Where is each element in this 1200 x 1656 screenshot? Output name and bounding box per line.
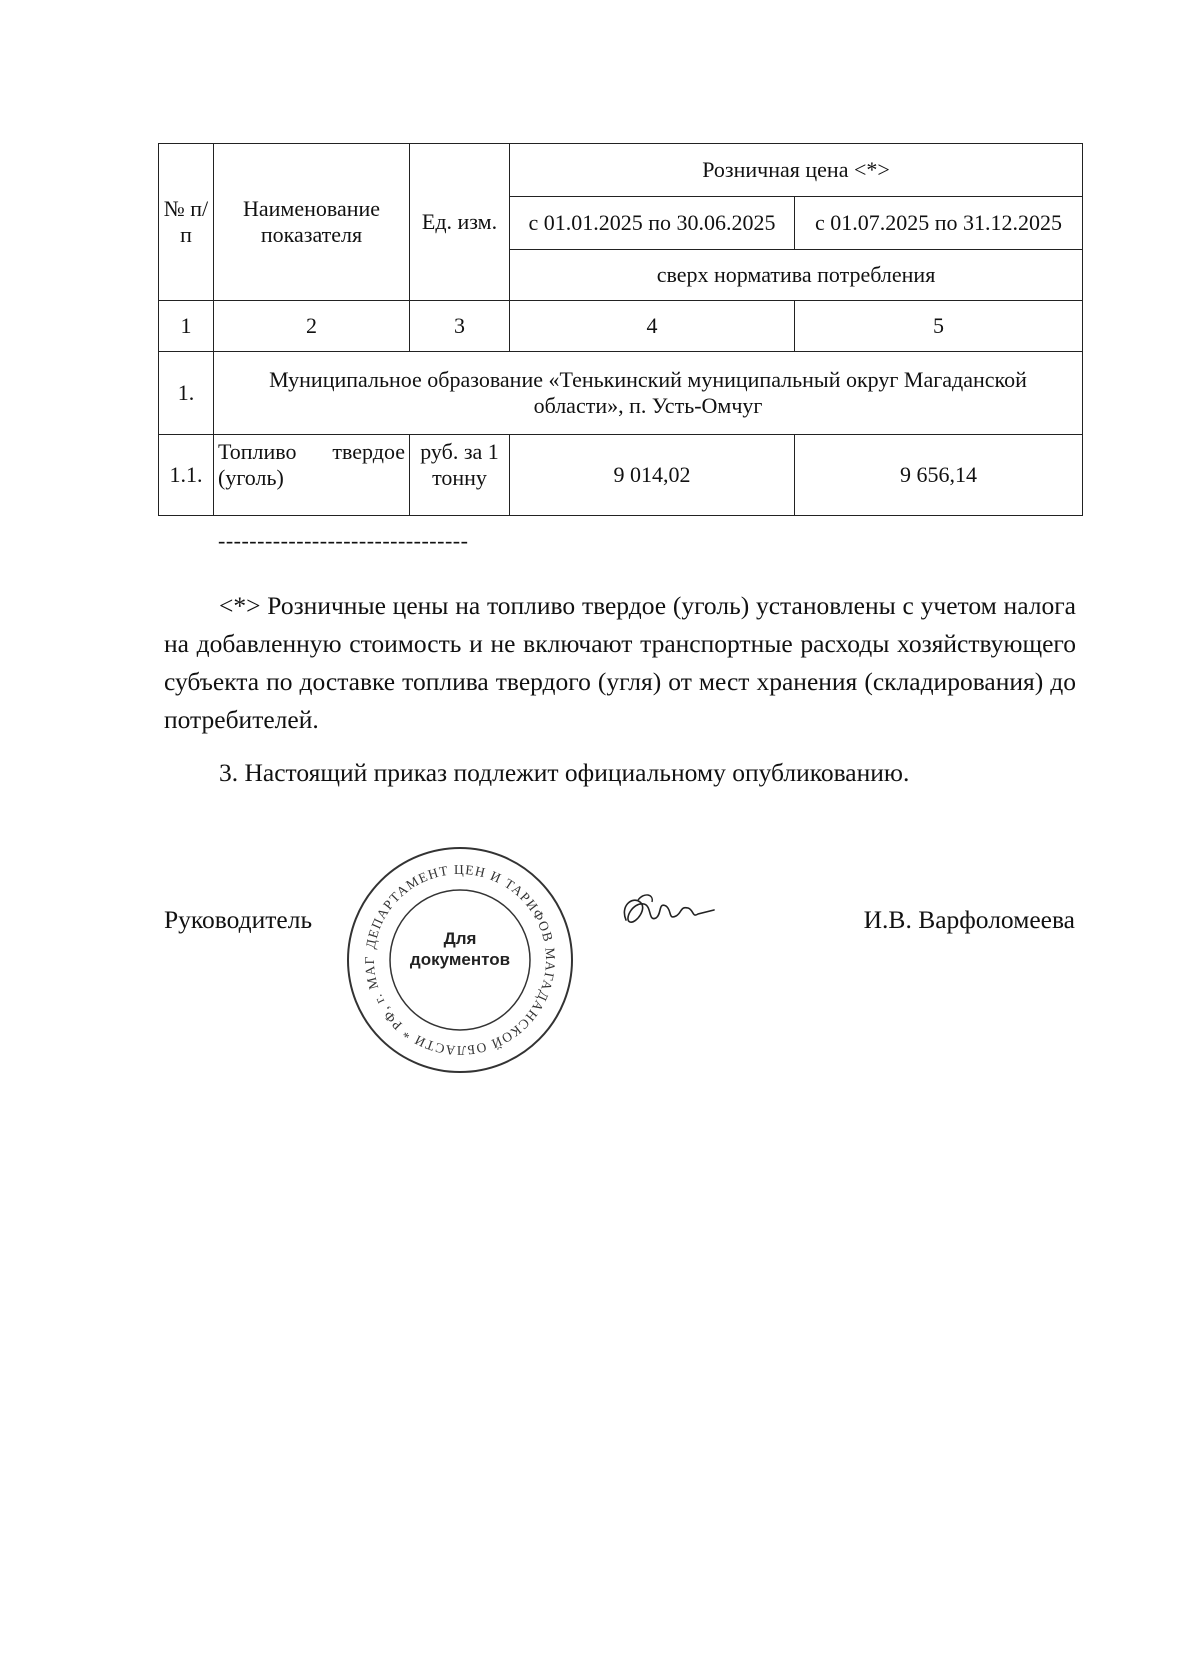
price-cell-period-1: 9 014,02 xyxy=(510,435,795,516)
svg-text:ДЕПАРТАМЕНТ ЦЕН И ТАРИФОВ МАГА: ДЕПАРТАМЕНТ ЦЕН И ТАРИФОВ МАГАДАНСКОЙ ОБЛАСТИ * РФ, г. МАГ xyxy=(361,861,559,1059)
header-over-norm: сверх норматива потребления xyxy=(510,250,1083,301)
handwritten-signature xyxy=(618,888,718,938)
municipality-cell: Муниципальное образование «Тенькинский муниципальный округ Магаданской области», п. Усть-Омчуг xyxy=(214,352,1083,435)
row-num: 1. xyxy=(159,352,214,435)
header-unit: Ед. изм. xyxy=(410,144,510,301)
price-cell-period-2: 9 656,14 xyxy=(795,435,1083,516)
footnote-paragraph: <*> Розничные цены на топливо твердое (уголь) установлены с учетом налога на добавленную стоимость и не включают транспортные расходы хозяйствующего субъекта по доставке топлива твердого (угля) от мест хранения (складирования) до потребителей. xyxy=(164,591,1076,734)
official-stamp xyxy=(340,840,580,1080)
unit-line: тонну xyxy=(432,464,487,490)
unit-line: руб. за 1 xyxy=(420,439,499,464)
clause-3: 3. Настоящий приказ подлежит официальному опубликованию. xyxy=(219,758,910,787)
column-number: 5 xyxy=(795,301,1083,352)
indicator-name-line: Топливо твердое xyxy=(218,439,405,464)
separator-line: -------------------------------- xyxy=(218,528,469,553)
indicator-name-cell xyxy=(214,435,410,516)
column-number: 1 xyxy=(159,301,214,352)
price-table xyxy=(158,143,1083,516)
column-number: 3 xyxy=(410,301,510,352)
table-row xyxy=(159,435,1083,516)
signatory-position: Руководитель xyxy=(164,905,313,934)
indicator-name-line: (уголь) xyxy=(218,464,284,490)
header-retail-price: Розничная цена <*> xyxy=(510,144,1083,197)
header-name: Наименование показателя xyxy=(214,144,410,301)
row-num: 1.1. xyxy=(159,435,214,516)
column-number: 4 xyxy=(510,301,795,352)
header-period-1: с 01.01.2025 по 30.06.2025 xyxy=(510,197,795,250)
stamp-center-text: Для документов xyxy=(409,929,511,969)
header-period-2: с 01.07.2025 по 31.12.2025 xyxy=(795,197,1083,250)
column-numbers-row xyxy=(159,301,1083,352)
header-num: № п/п xyxy=(159,144,214,301)
signatory-name: И.В. Варфоломеева xyxy=(863,905,1075,934)
table-row xyxy=(159,352,1083,435)
unit-cell xyxy=(410,435,510,516)
column-number: 2 xyxy=(214,301,410,352)
